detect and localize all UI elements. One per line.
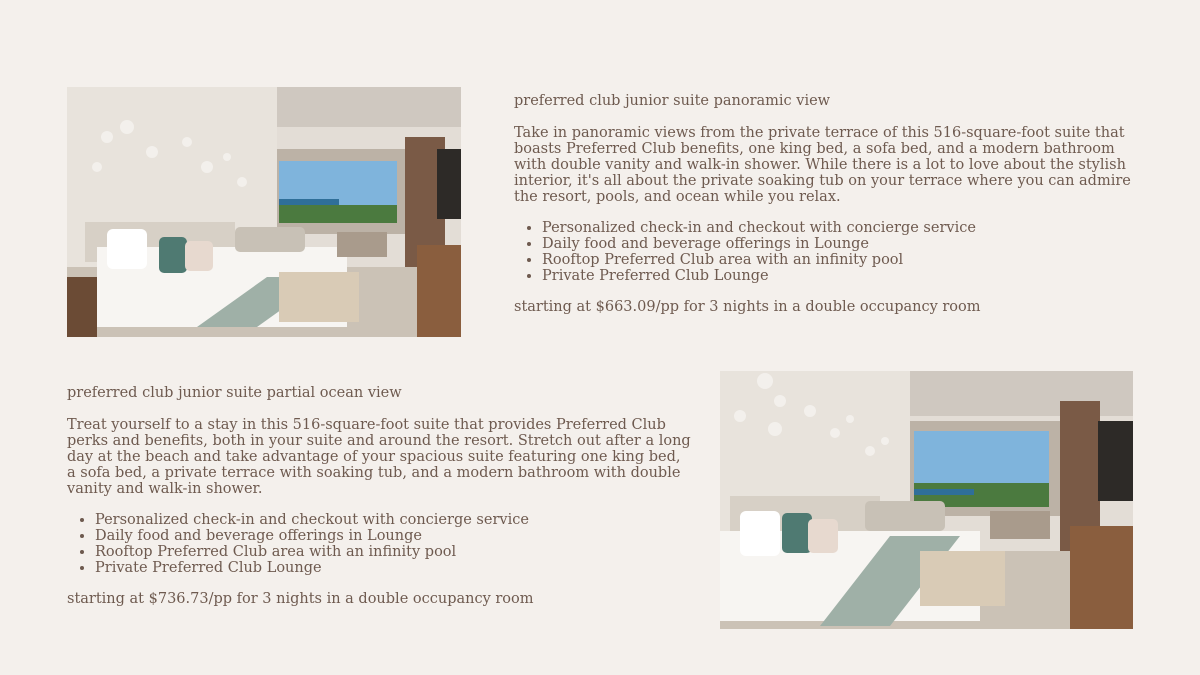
suite-description: Take in panoramic views from the private terrace of this 516-square-foot suite that boasts Preferred Club benefits, one king bed, a sofa bed, and a modern bathroom with double vanity and walk-in shower. While there is a lot to love about the stylish interior, it's all about the private soaking tub on your terrace where you can admire the resort, pools, and ocean while you relax. [514,125,1131,205]
perk-item: • Rooftop Preferred Club area with an infinity pool [95,544,692,560]
perk-item: • Daily food and beverage offerings in Lounge [542,236,1144,252]
perk-list [514,220,1144,284]
suite-price: starting at $736.73/pp for 3 nights in a double occupancy room [67,591,534,607]
suite-description: Treat yourself to a stay in this 516-square-foot suite that provides Preferred Club perks and benefits, both in your suite and around the resort. Stretch out after a long day at the beach and take advantage of your spacious suite featuring one king bed, a sofa bed, a private terrace with soaking tub, and a modern bathroom with double vanity and walk-in shower. [67,417,691,497]
suite-price: starting at $663.09/pp for 3 nights in a double occupancy room [514,299,981,315]
perk-item: • Private Preferred Club Lounge [542,268,1144,284]
perk-item: • Personalized check-in and checkout with concierge service [95,512,692,528]
perk-item: • Personalized check-in and checkout with concierge service [542,220,1144,236]
suite-partial-ocean-section [67,385,692,607]
perk-item: • Private Preferred Club Lounge [95,560,692,576]
suite-title: preferred club junior suite partial ocean view [67,385,402,401]
suite-photo-panoramic [67,87,461,337]
suite-title: preferred club junior suite panoramic view [514,93,831,109]
perk-item: • Daily food and beverage offerings in Lounge [95,528,692,544]
perk-list [67,512,692,576]
perk-item: • Rooftop Preferred Club area with an infinity pool [542,252,1144,268]
suite-photo-partial-ocean [720,371,1133,629]
suite-panoramic-section [514,93,1144,315]
